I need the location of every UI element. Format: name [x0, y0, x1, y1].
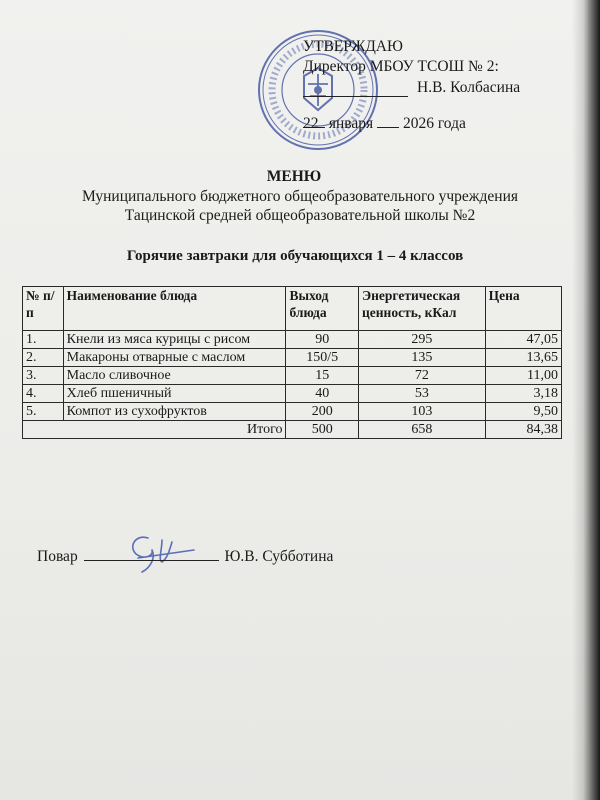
date-line [377, 115, 399, 128]
row-num: 5. [23, 403, 64, 421]
row-energy: 103 [359, 403, 486, 421]
total-label: Итого [23, 421, 286, 439]
row-num: 3. [23, 367, 64, 385]
row-energy: 53 [359, 385, 486, 403]
total-price: 84,38 [485, 421, 561, 439]
table-header-row [23, 287, 562, 331]
row-yield: 200 [286, 403, 359, 421]
row-energy: 72 [359, 367, 486, 385]
approval-position: Директор МБОУ ТСОШ № 2: [303, 58, 499, 75]
row-name: Хлеб пшеничный [63, 385, 286, 403]
approval-title: УТВЕРЖДАЮ [303, 38, 403, 55]
cook-role: Повар [37, 548, 78, 565]
table-row [23, 331, 562, 349]
header-num: № п/п [23, 287, 64, 331]
row-num: 2. [23, 349, 64, 367]
header-price: Цена [485, 287, 561, 331]
cook-signature-line [84, 546, 219, 561]
date-year: 2026 года [402, 115, 466, 132]
table-row [23, 385, 562, 403]
org-line-2: Тацинской средней общеобразовательной школы №2 [124, 207, 476, 224]
table-total-row [23, 421, 562, 439]
table-row [23, 367, 562, 385]
row-yield: 40 [286, 385, 359, 403]
row-name: Компот из сухофруктов [63, 403, 286, 421]
approval-name: Н.В. Колбасина [417, 79, 521, 96]
header-yield: Выход блюда [286, 287, 359, 331]
row-price: 3,18 [485, 385, 561, 403]
date-day: 22 [303, 115, 325, 128]
table-row [23, 403, 562, 421]
total-energy: 658 [359, 421, 486, 439]
row-price: 9,50 [485, 403, 561, 421]
approval-block [0, 0, 588, 140]
row-yield: 15 [286, 367, 359, 385]
row-price: 11,00 [485, 367, 561, 385]
page-title: МЕНЮ [266, 168, 322, 185]
approval-signature-line [303, 80, 408, 97]
total-yield: 500 [286, 421, 359, 439]
header-energy: Энергетическая ценность, кКал [359, 287, 486, 331]
cook-line-block [37, 546, 333, 566]
row-name: Масло сливочное [63, 367, 286, 385]
row-num: 1. [23, 331, 64, 349]
row-price: 13,65 [485, 349, 561, 367]
row-energy: 135 [359, 349, 486, 367]
row-name: Кнели из мяса курицы с рисом [63, 331, 286, 349]
approval-date [303, 115, 466, 133]
row-yield: 150/5 [286, 349, 359, 367]
menu-table [22, 286, 562, 439]
menu-subtitle: Горячие завтраки для обучающихся 1 – 4 классов [126, 248, 464, 264]
org-line-1: Муниципального бюджетного общеобразовательного учреждения [81, 188, 518, 205]
row-energy: 295 [359, 331, 486, 349]
page-edge-shadow [572, 0, 600, 800]
row-price: 47,05 [485, 331, 561, 349]
row-name: Макароны отварные с маслом [63, 349, 286, 367]
row-num: 4. [23, 385, 64, 403]
row-yield: 90 [286, 331, 359, 349]
table-row [23, 349, 562, 367]
header-name: Наименование блюда [63, 287, 286, 331]
date-month: января [328, 115, 374, 132]
cook-name: Ю.В. Субботина [224, 548, 334, 565]
